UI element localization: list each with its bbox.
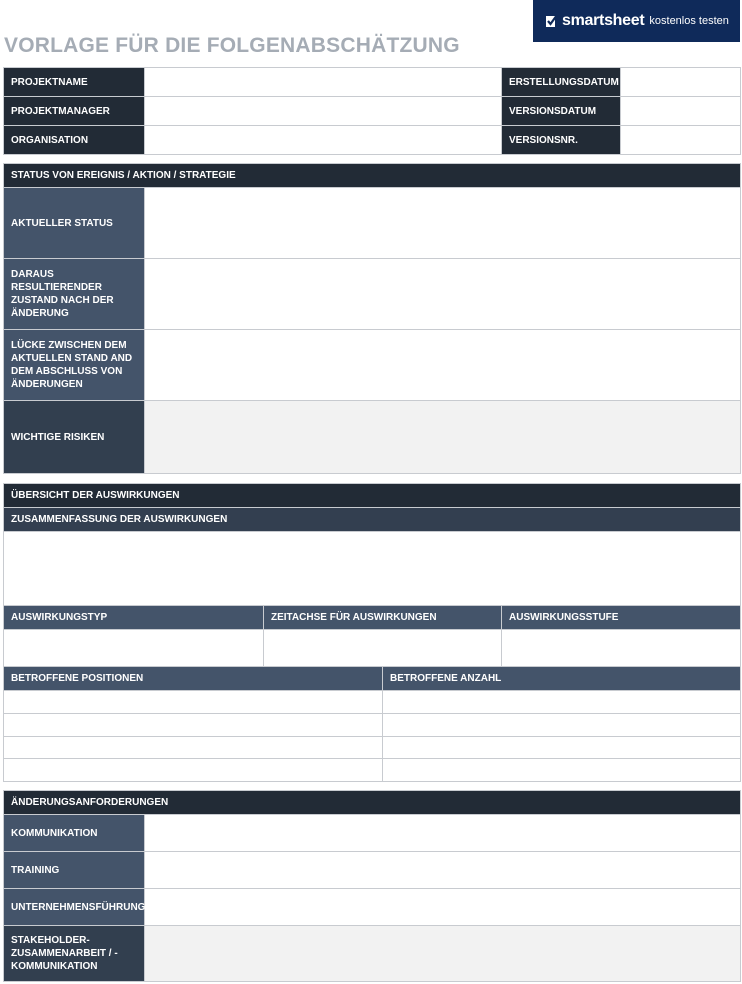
key-risks-field[interactable]	[145, 401, 741, 474]
resulting-state-label: DARAUS RESULTIERENDER ZUSTAND NACH DER ÄNDERUNG	[4, 259, 145, 330]
project-manager-label: PROJEKTMANAGER	[4, 97, 145, 126]
version-no-label: VERSIONSNR.	[502, 126, 621, 155]
impact-timeline-field[interactable]	[264, 630, 502, 667]
impact-level-header: AUSWIRKUNGSSTUFE	[502, 606, 741, 630]
affected-count-cell[interactable]	[383, 714, 741, 737]
stakeholder-label: STAKEHOLDER-ZUSAMMENARBEIT / -KOMMUNIKATION	[4, 926, 145, 982]
status-table	[3, 163, 741, 474]
stakeholder-field[interactable]	[145, 926, 741, 982]
impact-summary-header: ZUSAMMENFASSUNG DER AUSWIRKUNGEN	[4, 508, 741, 532]
organisation-label: ORGANISATION	[4, 126, 145, 155]
impact-timeline-header: ZEITACHSE FÜR AUSWIRKUNGEN	[264, 606, 502, 630]
organisation-field[interactable]	[145, 126, 502, 155]
affected-position-cell[interactable]	[4, 714, 383, 737]
smartsheet-logo-icon	[545, 14, 558, 28]
affected-position-cell[interactable]	[4, 691, 383, 714]
leadership-field[interactable]	[145, 889, 741, 926]
communication-field[interactable]	[145, 815, 741, 852]
brand-name: smartsheet	[562, 12, 645, 29]
page-title: VORLAGE FÜR DIE FOLGENABSCHÄTZUNG	[4, 34, 460, 57]
key-risks-label: WICHTIGE RISIKEN	[4, 401, 145, 474]
project-manager-field[interactable]	[145, 97, 502, 126]
resulting-state-field[interactable]	[145, 259, 741, 330]
affected-position-cell[interactable]	[4, 737, 383, 759]
created-date-field[interactable]	[621, 68, 741, 97]
affected-table	[3, 666, 741, 782]
affected-count-cell[interactable]	[383, 737, 741, 759]
leadership-label: UNTERNEHMENSFÜHRUNG	[4, 889, 145, 926]
affected-positions-header: BETROFFENE POSITIONEN	[4, 667, 383, 691]
change-section-header: ÄNDERUNGSANFORDERUNGEN	[4, 791, 741, 815]
gap-label: LÜCKE ZWISCHEN DEM AKTUELLEN STAND AND DEM ABSCHLUSS VON ÄNDERUNGEN	[4, 330, 145, 401]
project-name-label: PROJEKTNAME	[4, 68, 145, 97]
impact-type-field[interactable]	[4, 630, 264, 667]
affected-position-cell[interactable]	[4, 759, 383, 782]
smartsheet-banner[interactable]	[533, 0, 740, 42]
created-date-label: ERSTELLUNGSDATUM	[502, 68, 621, 97]
impact-overview-table	[3, 483, 741, 667]
version-date-field[interactable]	[621, 97, 741, 126]
training-label: TRAINING	[4, 852, 145, 889]
free-trial-link[interactable]: kostenlos testen	[649, 15, 729, 27]
impact-section-header: ÜBERSICHT DER AUSWIRKUNGEN	[4, 484, 741, 508]
version-no-field[interactable]	[621, 126, 741, 155]
current-status-label: AKTUELLER STATUS	[4, 188, 145, 259]
status-section-header: STATUS VON EREIGNIS / AKTION / STRATEGIE	[4, 164, 741, 188]
project-name-field[interactable]	[145, 68, 502, 97]
impact-type-header: AUSWIRKUNGSTYP	[4, 606, 264, 630]
affected-count-header: BETROFFENE ANZAHL	[383, 667, 741, 691]
communication-label: KOMMUNIKATION	[4, 815, 145, 852]
current-status-field[interactable]	[145, 188, 741, 259]
project-info-table	[3, 67, 741, 155]
affected-count-cell[interactable]	[383, 691, 741, 714]
impact-summary-field[interactable]	[4, 532, 741, 606]
training-field[interactable]	[145, 852, 741, 889]
affected-count-cell[interactable]	[383, 759, 741, 782]
impact-level-field[interactable]	[502, 630, 741, 667]
change-requirements-table	[3, 790, 741, 982]
gap-field[interactable]	[145, 330, 741, 401]
version-date-label: VERSIONSDATUM	[502, 97, 621, 126]
